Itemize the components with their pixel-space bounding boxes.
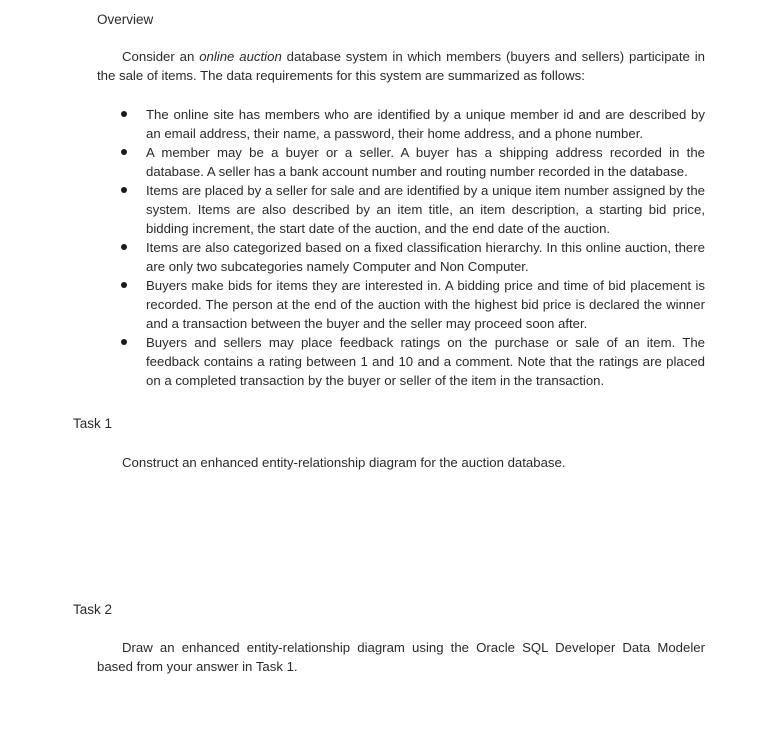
task1-text: Construct an enhanced entity-relationship diagram for the auction database.	[122, 455, 566, 470]
list-item	[146, 143, 705, 181]
intro-text-before: Consider an	[122, 49, 200, 64]
bullet-icon	[121, 187, 127, 193]
bullet-icon	[121, 339, 127, 345]
requirements-list	[146, 105, 705, 390]
task2-text-body: Draw an enhanced entity-relationship diagram using the Oracle SQL Developer Data Modeler based from your answer in Task 1.	[97, 640, 705, 674]
task2-text	[97, 638, 705, 676]
bullet-icon	[121, 282, 127, 288]
bullet-icon	[121, 149, 127, 155]
list-item	[146, 276, 705, 333]
list-item-text: Buyers and sellers may place feedback ratings on the purchase or sale of an item. The feedback contains a rating between 1 and 10 and a comment. Note that the ratings are placed on a completed transaction by the buyer or seller of the item in the transaction.	[146, 335, 705, 388]
list-item-text: Buyers make bids for items they are interested in. A bidding price and time of bid placement is recorded. The person at the end of the auction with the highest bid price is declared the winner and a transaction between the buyer and the seller may proceed soon after.	[146, 278, 705, 331]
list-item	[146, 181, 705, 238]
task1-heading: Task 1	[73, 416, 113, 431]
list-item	[146, 333, 705, 390]
list-item-text: Items are placed by a seller for sale and are identified by a unique item number assigned by the system. Items are also described by an item title, an item description, a starting bid price, bidding increment, the start date of the auction, and the end date of the auction.	[146, 183, 705, 236]
intro-text-italic: online auction	[199, 49, 282, 64]
intro-text-after: database system in which members (buyers and sellers) participate in the sale of items. The data requirements for this system are summarized as follows:	[97, 49, 705, 83]
list-item	[146, 238, 705, 276]
list-item-text: Items are also categorized based on a fixed classification hierarchy. In this online auction, there are only two subcategories namely Computer and Non Computer.	[146, 240, 705, 274]
task2-heading: Task 2	[73, 602, 113, 617]
list-item-text: A member may be a buyer or a seller. A buyer has a shipping address recorded in the database. A seller has a bank account number and routing number recorded in the database.	[146, 145, 705, 179]
bullet-icon	[121, 111, 127, 117]
bullet-icon	[121, 244, 127, 250]
list-item	[146, 105, 705, 143]
list-item-text: The online site has members who are identified by a unique member id and are described by an email address, their name, a password, their home address, and a phone number.	[146, 107, 705, 141]
overview-intro	[97, 47, 705, 85]
overview-heading: Overview	[97, 12, 154, 27]
